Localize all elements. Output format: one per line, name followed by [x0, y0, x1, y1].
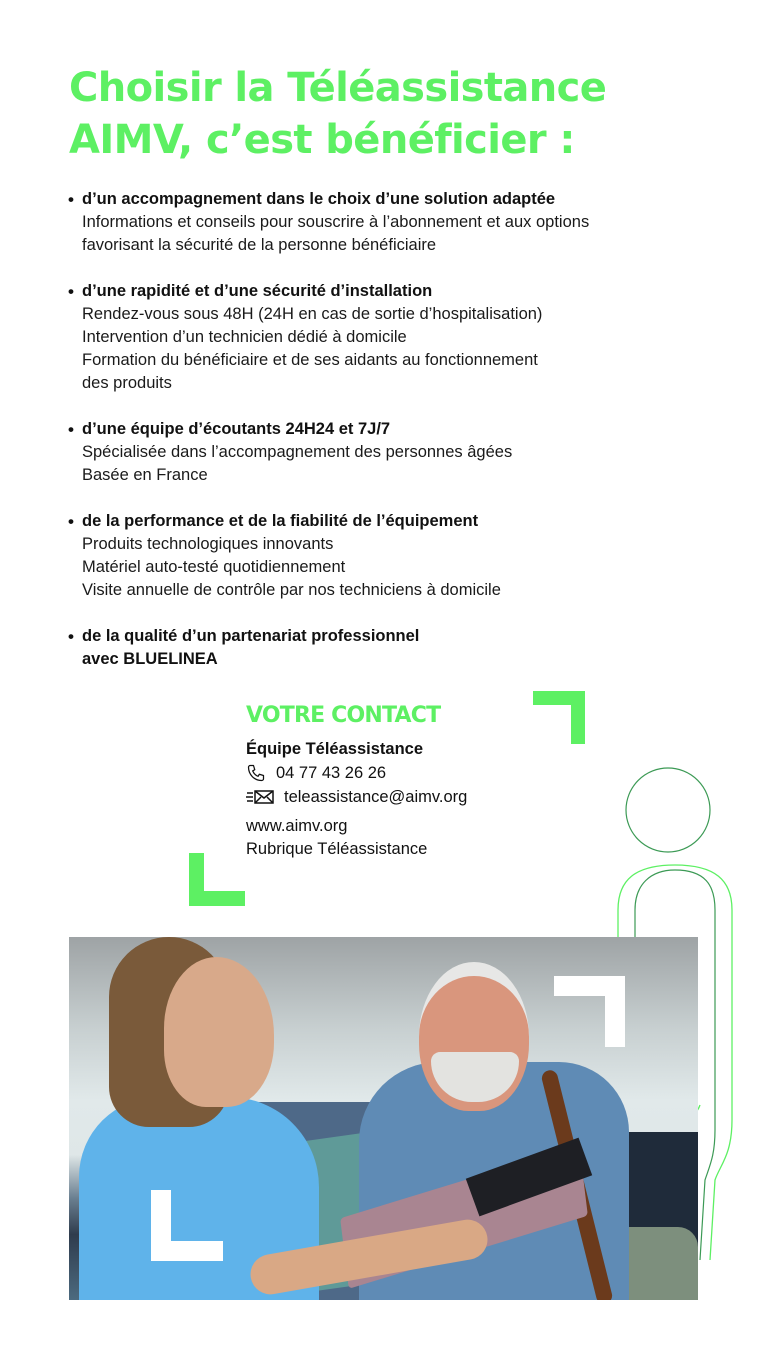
- benefit-heading: d’un accompagnement dans le choix d’une solution adaptée: [82, 190, 556, 208]
- bullet: •: [68, 420, 74, 439]
- website-section: Rubrique Téléassistance: [246, 840, 428, 858]
- contact-heading: VOTRE CONTACT: [246, 703, 441, 728]
- benefit-heading: de la qualité d’un partenariat professionnel: [82, 627, 420, 645]
- bullet: •: [68, 190, 74, 209]
- white-corner-bracket-top-right: [554, 976, 625, 1047]
- title-line-1: Choisir la Téléassistance: [69, 65, 607, 111]
- contact-email-link[interactable]: teleassistance@aimv.org: [284, 788, 468, 806]
- title-line-2: AIMV, c’est bénéficier :: [69, 117, 575, 163]
- benefit-line: Matériel auto-testé quotidiennement: [82, 558, 346, 576]
- bullet: •: [68, 512, 74, 531]
- contact-web: [246, 815, 467, 861]
- photo-nurse-face: [164, 957, 274, 1107]
- benefit-heading: d’une rapidité et d’une sécurité d’installation: [82, 282, 433, 300]
- website-link[interactable]: www.aimv.org: [246, 817, 348, 835]
- benefit-line: Visite annuelle de contrôle par nos techniciens à domicile: [82, 581, 501, 599]
- benefit-line: Informations et conseils pour souscrire à l’abonnement et aux options: [82, 213, 590, 231]
- benefit-item: [68, 280, 708, 395]
- benefit-line: Spécialisée dans l’accompagnement des personnes âgées: [82, 443, 513, 461]
- contact-block: [246, 702, 467, 861]
- bullet: •: [68, 282, 74, 301]
- benefit-line: Basée en France: [82, 466, 208, 484]
- benefits-list: [68, 188, 708, 694]
- contact-phone-row: [246, 761, 467, 785]
- contact-email-row: [246, 785, 467, 809]
- green-corner-bracket-bottom-left: [189, 853, 245, 906]
- benefit-heading-continued: avec BLUELINEA: [82, 650, 218, 668]
- white-corner-bracket-bottom-left: [151, 1190, 223, 1261]
- benefit-item: [68, 625, 708, 671]
- benefit-line: des produits: [82, 374, 172, 392]
- benefit-heading: d’une équipe d’écoutants 24H24 et 7J/7: [82, 420, 391, 438]
- benefit-line: Formation du bénéficiaire et de ses aidants au fonctionnement: [82, 351, 538, 369]
- benefit-line: Intervention d’un technicien dédié à domicile: [82, 328, 407, 346]
- green-corner-bracket-top-right: [533, 691, 585, 744]
- benefit-item: [68, 418, 708, 487]
- benefit-item: [68, 510, 708, 602]
- contact-phone-link[interactable]: 04 77 43 26 26: [276, 764, 387, 782]
- benefit-line: Produits technologiques innovants: [82, 535, 334, 553]
- bullet: •: [68, 627, 74, 646]
- phone-icon: [246, 763, 276, 783]
- page-title: [69, 62, 606, 166]
- benefit-line: Rendez-vous sous 48H (24H en cas de sortie d’hospitalisation): [82, 305, 543, 323]
- fast-mail-icon: [246, 789, 276, 805]
- benefit-line: favorisant la sécurité de la personne bénéficiaire: [82, 236, 437, 254]
- benefit-item: [68, 188, 708, 257]
- benefit-heading: de la performance et de la fiabilité de l’équipement: [82, 512, 479, 530]
- hero-photo: [69, 937, 698, 1300]
- contact-team: Équipe Téléassistance: [246, 740, 423, 758]
